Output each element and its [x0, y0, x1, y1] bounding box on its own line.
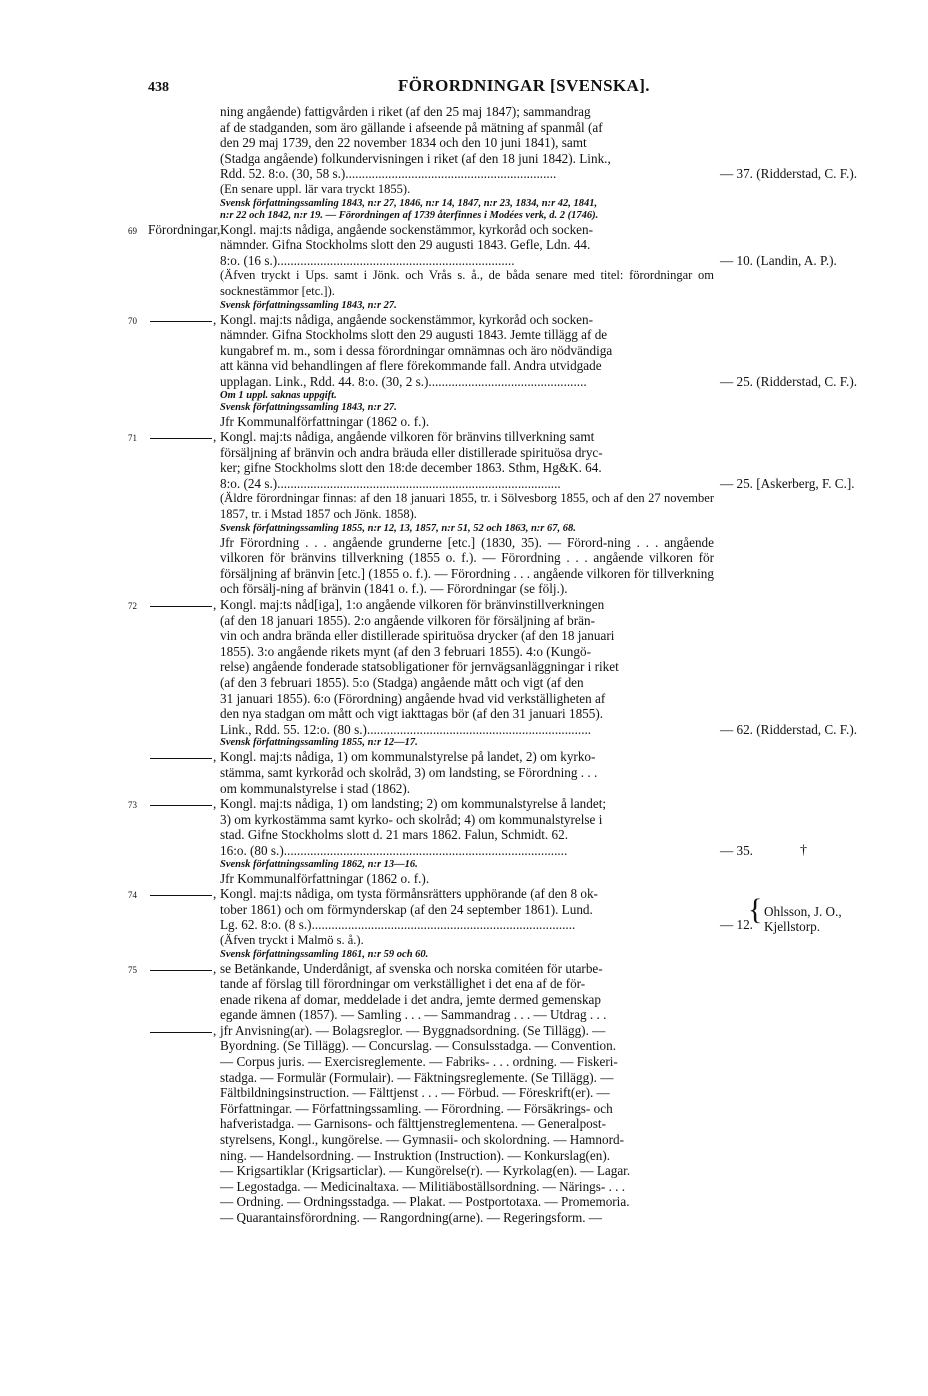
publisher-name: Kjellstorp. — [764, 918, 821, 934]
entry-text: 31 januari 1855). 6:o (Förordning) angående hvad vid verkställigheten af — [220, 690, 606, 706]
entry-number: 74 — [128, 890, 137, 901]
entry-text: 8:o. (24 s.)...................................................................................... — [220, 475, 561, 491]
sfs-reference: n:r 22 och 1842, n:r 19. — Förordningen af 1739 återfinnes i Modées verk, d. 2 (1746). — [220, 209, 599, 221]
entry-text: hafveristadga. — Garnisons- och fälttjenstreglementena. — Generalpost- — [220, 1116, 606, 1132]
entry-number: 71 — [128, 433, 137, 444]
entry-number: 70 — [128, 315, 137, 326]
entry-70 — [0, 312, 928, 430]
ditto-dash — [150, 970, 212, 971]
entry-74 — [0, 886, 928, 960]
sfs-reference: Svensk författningssamling 1843, n:r 27. — [220, 401, 397, 413]
entry-text: 3) om kyrkostämma samt kyrko- och skolråd; 4) om kommunalstyrelse i — [220, 811, 603, 827]
entry-75 — [0, 961, 928, 1023]
entry-note: (Äfven tryckt i Ups. samt i Jönk. och Vrås s. å., de båda senare med titel: förordningar om socknestämmor [etc.]). — [220, 268, 714, 298]
cross-mark: † — [800, 842, 807, 858]
ditto-comma: , — [213, 886, 217, 902]
entry-crossref: Jfr Förordning . . . angående grunderne [etc.] (1830, 35). — Förord-ning . . . angående vilkoren för bränvins tillverkning (1855 o. f.). — Förordning . . . angående vilkoren för försäljning af bränvin [etc.] (1855 o. f.). — Förordning . . . angående vilkoren för tillverkning och försälj-ning af bränvin (1841 o. f.). — Förordningar (se följ.). — [220, 534, 714, 597]
sfs-reference: Svensk författningssamling 1843, n:r 27. — [220, 299, 397, 311]
entry-number: 75 — [128, 964, 137, 975]
entry-text: — Krigsartiklar (Krigsarticlar). — Kungörelse(r). — Kyrkolag(en). — Lagar. — [220, 1163, 631, 1179]
entry-text: styrelsens, Kongl., kungörelse. — Gymnasii- och skolordning. — Hamnord- — [220, 1132, 624, 1148]
ditto-comma: , — [213, 311, 217, 327]
entry-jfr — [0, 1023, 928, 1226]
price-publisher: — 25. (Ridderstad, C. F.). — [720, 373, 858, 389]
entry-text: stämma, samt kyrkoråd och skolråd, 3) om landsting, se Förordning . . . — [220, 764, 598, 780]
sfs-reference: Svensk författningssamling 1861, n:r 59 och 60. — [220, 948, 429, 960]
entry-number: 69 — [128, 225, 137, 236]
ditto-dash — [150, 805, 212, 806]
entry-text: Kongl. maj:ts nådiga, angående sockenstämmor, kyrkoråd och socken- — [220, 221, 594, 237]
entry-text: vin och andra brända eller distillerade spirituösa drycker (af den 18 januari — [220, 628, 615, 644]
entry-72 — [0, 597, 928, 749]
entry-text: Kongl. maj:ts nåd[iga], 1:o angående vilkoren för bränvinstillverkningen — [220, 597, 605, 613]
ditto-dash — [150, 758, 212, 759]
entry-text: tober 1861) och om förmynderskap (af den 24 september 1861). Lund. — [220, 901, 593, 917]
entry-text: stad. Gifne Stockholms slott d. 21 mars 1862. Falun, Schmidt. 62. — [220, 827, 568, 843]
ditto-comma: , — [213, 749, 217, 765]
sfs-reference: Svensk författningssamling 1855, n:r 12, 13, 1857, n:r 51, 52 och 1863, n:r 67, 68. — [220, 522, 576, 534]
entry-text: 8:o. (16 s.)........................................................................ — [220, 252, 515, 268]
entry-crossref: Jfr Kommunalförfattningar (1862 o. f.). — [220, 870, 430, 886]
ditto-dash — [150, 321, 212, 322]
sfs-reference: Svensk författningssamling 1855, n:r 12—17. — [220, 737, 418, 749]
entry-note: (Äldre förordningar finnas: af den 18 januari 1855, tr. i Sölvesborg 1855, och af den 27 november 1857, tr. i Mstad 1857 och Jönk. 1858). — [220, 491, 714, 522]
ditto-comma: , — [213, 597, 217, 613]
entry-text: relse) angående fonderade statsobligationer för jernvägsanläggningar i riket — [220, 659, 619, 675]
entry-text: 1855). 3:o angående rikets mynt (af den 3 februari 1855). 4:o (Kungö- — [220, 643, 591, 659]
price-publisher: — 62. (Ridderstad, C. F.). — [720, 721, 858, 737]
entry-text: Kongl. maj:ts nådiga, 1) om landsting; 2) om kommunalstyrelse å landet; — [220, 796, 607, 812]
entry-text: (af den 3 februari 1855). 5:o (Stadga) angående mått och vigt (af den — [220, 675, 584, 690]
entry-text: ker; gifne Stockholms slott den 18:de december 1863. Sthm, Hg&K. 64. — [220, 460, 602, 476]
entry-text: stadga. — Formulär (Formulair). — Fäktningsreglemente. (Se Tillägg). — — [220, 1069, 614, 1085]
publisher-name: Ohlsson, J. O., — [764, 903, 842, 919]
entry-text: Kongl. maj:ts nådiga, angående sockenstämmor, kyrkoråd och socken- — [220, 311, 594, 327]
ditto-dash — [150, 438, 212, 439]
sfs-reference: Svensk författningssamling 1843, n:r 27, 1846, n:r 14, 1847, n:r 23, 1834, n:r 42, 1841, — [220, 197, 598, 209]
entry-text: Kongl. maj:ts nådiga, om tysta förmånsrätters upphörande (af den 8 ok- — [220, 886, 598, 902]
entry-text: egande ämnen (1857). — Samling . . . — Sammandrag . . . — Utdrag . . . — [220, 1007, 607, 1023]
entry-69 — [0, 222, 928, 312]
entry-text: försäljning af bränvin och andra bräuda eller distillerade spirituösa dryc- — [220, 444, 603, 460]
ditto-dash — [150, 606, 212, 607]
running-head: FÖRORDNINGAR [SVENSKA]. — [398, 76, 650, 95]
entry-text: nämnder. Gifna Stockholms slott den 29 augusti 1843. Gefle, Ldn. 44. — [220, 237, 591, 253]
entry-text: se Betänkande, Underdånigt, af svenska och norska comitéen för utarbe- — [220, 960, 603, 976]
price-publisher: — 35. — [720, 842, 753, 858]
entry-text: Lg. 62. 8:o. (8 s.)................................................................................ — [220, 917, 576, 933]
brace-glyph: { — [748, 892, 763, 926]
price-publisher: — 37. (Ridderstad, C. F.). — [720, 166, 858, 182]
entry-text: Link., Rdd. 55. 12:o. (80 s.).................................................................... — [220, 721, 592, 737]
entry-text: — Corpus juris. — Exercisreglemente. — Fabriks- . . . ordning. — Fiskeri- — [220, 1054, 618, 1070]
entry-text: nämnder. Gifna Stockholms slott den 29 augusti 1843. Jemte tillägg af de — [220, 327, 608, 343]
entry-text: 16:o. (80 s.)...................................................................................... — [220, 842, 568, 858]
entry-cont — [0, 104, 928, 222]
price-publisher: — 10. (Landin, A. P.). — [720, 252, 837, 268]
entry-text: (Stadga angående) folkundervisningen i riket (af den 18 juni 1842). Link., — [220, 150, 611, 166]
entry-text: kungabref m. m., som i dessa förordningar omnämnas och äro nödvändiga — [220, 342, 613, 358]
entry-text: Kongl. maj:ts nådiga, angående vilkoren för bränvins tillverkning samt — [220, 429, 595, 445]
entry-71 — [0, 429, 928, 597]
entry-text: — Legostadga. — Medicinaltaxa. — Militiäboställsordning. — Närings- . . . — [220, 1178, 626, 1194]
entry-text: upplagan. Link., Rdd. 44. 8:o. (30, 2 s.)................................................ — [220, 373, 587, 389]
entry-text: den nya stadgan om mått och vigt iakttagas bör (af den 31 januari 1855). — [220, 706, 604, 722]
entry-text: Kongl. maj:ts nådiga, 1) om kommunalstyrelse på landet, 2) om kyrko- — [220, 749, 596, 765]
ditto-comma: , — [213, 1022, 217, 1038]
entry-heading: Förordningar, — [148, 221, 221, 237]
entry-text: Författningar. — Författningssamling. — Förordning. — Försäkrings- och — [220, 1100, 613, 1116]
sfs-reference: Svensk författningssamling 1862, n:r 13—16. — [220, 858, 418, 870]
page-content — [0, 104, 928, 1226]
entry-text: enade rikena af domar, meddelade i det andra, jemte dermed gemenskap — [220, 991, 602, 1007]
entry-number: 72 — [128, 601, 137, 612]
entry-73 — [0, 796, 928, 886]
ditto-comma: , — [213, 796, 217, 812]
entry-text: Rdd. 52. 8:o. (30, 58 s.)................................................................ — [220, 166, 557, 182]
entry-text: jfr Anvisning(ar). — Bolagsreglor. — Byggnadsordning. (Se Tillägg). — — [220, 1022, 606, 1038]
entry-text: den 29 maj 1739, den 22 november 1834 och den 10 juni 1841), samt — [220, 135, 587, 151]
entry-text: tande af förslag till förordningar om verkställighet i det ena af de för- — [220, 976, 586, 992]
price-publisher: — 12. — [720, 917, 753, 933]
entry-text: om kommunalstyrelse i stad (1862). — [220, 780, 411, 796]
sfs-reference: Om 1 uppl. saknas uppgift. — [220, 389, 337, 401]
entry-text: — Quarantainsförordning. — Rangordning(arne). — Regeringsform. — — [220, 1210, 602, 1225]
page-number: 438 — [148, 80, 169, 95]
entry-text: ning angående) fattigvården i riket (af den 25 maj 1847); sammandrag — [220, 104, 591, 119]
entry-note: (En senare uppl. lär vara tryckt 1855). — [220, 181, 411, 196]
entry-text: Byordning. (Se Tillägg). — Concurslag. — Consulsstadga. — Convention. — [220, 1038, 616, 1054]
entry-text: att känna vid behandlingen af flere förekommande fall. Andra utvidgade — [220, 358, 602, 374]
entry-text: Fältbildningsinstruction. — Fälttjenst . . . — Förbud. — Föreskrift(er). — — [220, 1085, 610, 1101]
entry-crossref: Jfr Kommunalförfattningar (1862 o. f.). — [220, 413, 430, 429]
ditto-comma: , — [213, 960, 217, 976]
entry-text: (af den 18 januari 1855). 2:o angående vilkoren för försäljning af brän- — [220, 612, 595, 628]
ditto-comma: , — [213, 429, 217, 445]
ditto-dash — [150, 895, 212, 896]
entry-note: (Äfven tryckt i Malmö s. å.). — [220, 932, 364, 947]
price-publisher: — 25. [Askerberg, F. C.]. — [720, 475, 855, 491]
entry-text: af de stadganden, som äro gällande i afseende på mätning af spanmål (af — [220, 119, 603, 135]
entry-text: ning. — Handelsordning. — Instruktion (Instruction). — Konkurslag(en). — [220, 1147, 611, 1163]
entry-number: 73 — [128, 800, 137, 811]
entry-text: — Ordning. — Ordningsstadga. — Plakat. — Postportotaxa. — Promemoria. — [220, 1194, 630, 1210]
entry-72b — [0, 749, 928, 796]
ditto-dash — [150, 1032, 212, 1033]
